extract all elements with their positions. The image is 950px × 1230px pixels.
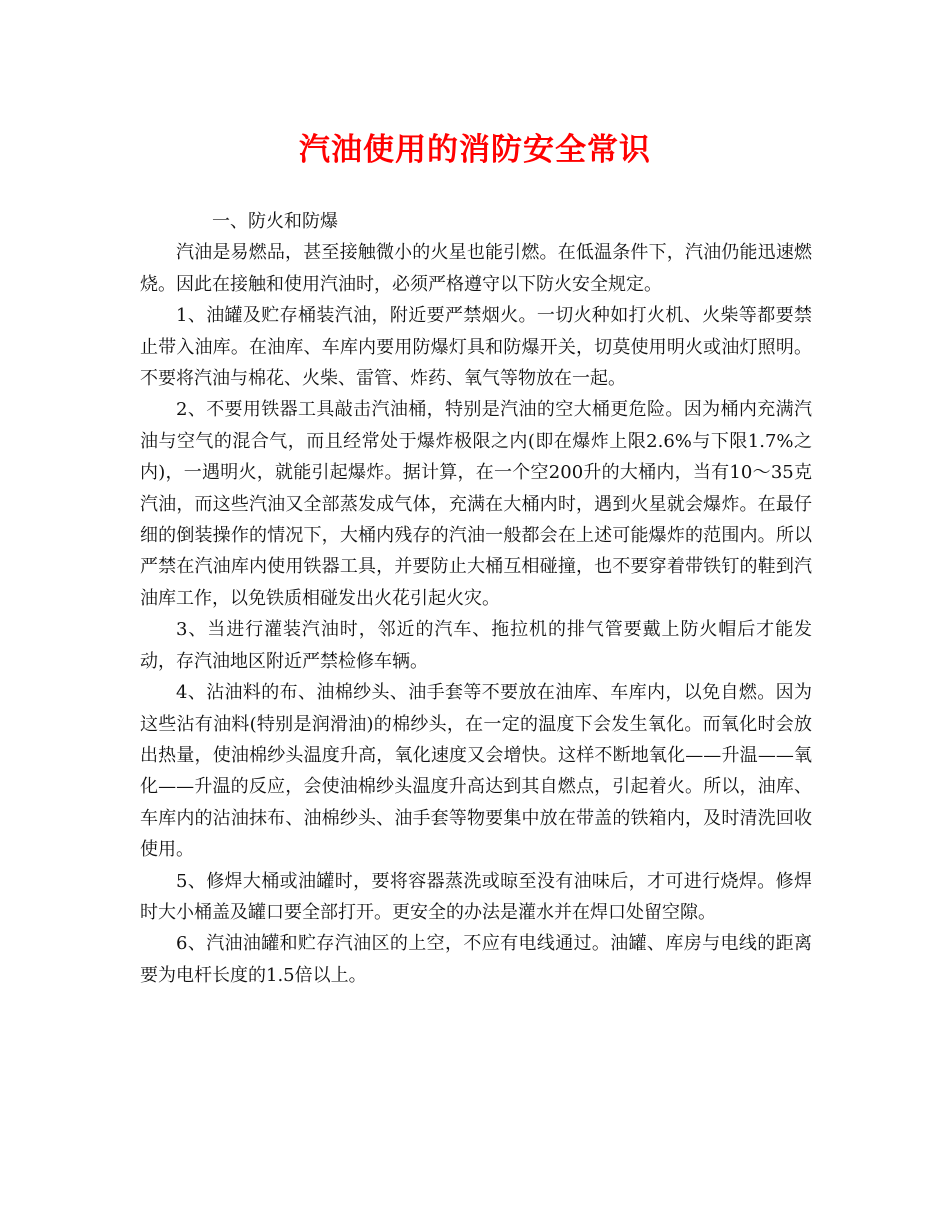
paragraph-rule-2: 2、不要用铁器工具敲击汽油桶，特别是汽油的空大桶更危险。因为桶内充满汽油与空气的混合气，而且经常处于爆炸极限之内(即在爆炸上限2.6%与下限1.7%之内)，一遇明火，就能引起爆炸。据计算，在一个空200升的大桶内，当有10～35克汽油，而这些汽油又全部蒸发成气体，充满在大桶内时，遇到火星就会爆炸。在最仔细的倒装操作的情况下，大桶内残存的汽油一般都会在上述可能爆炸的范围内。所以严禁在汽油库内使用铁器工具，并要防止大桶互相碰撞，也不要穿着带铁钉的鞋到汽油库工作，以免铁质相碰发出火花引起火灾。 [140, 399, 812, 609]
paragraph-rule-3: 3、当进行灌装汽油时，邻近的汽车、拖拉机的排气管要戴上防火帽后才能发动，存汽油地区附近严禁检修车辆。 [140, 619, 812, 672]
paragraph-rule-5: 5、修焊大桶或油罐时，要将容器蒸洗或晾至没有油味后，才可进行烧焊。修焊时大小桶盖及罐口要全部打开。更安全的办法是灌水并在焊口处留空隙。 [140, 870, 812, 923]
paragraph-rule-4: 4、沾油料的布、油棉纱头、油手套等不要放在油库、车库内，以免自燃。因为这些沾有油料(特别是润滑油)的棉纱头，在一定的温度下会发生氧化。而氧化时会放出热量，使油棉纱头温度升高，氧化速度又会增快。这样不断地氧化——升温——氧化——升温的反应，会使油棉纱头温度升高达到其自燃点，引起着火。所以，油库、车库内的沾油抹布、油棉纱头、油手套等物要集中放在带盖的铁箱内，及时清洗回收使用。 [140, 682, 812, 861]
section-heading: 一、防火和防爆 [212, 211, 338, 232]
document-body [140, 206, 812, 991]
paragraph-rule-6: 6、汽油油罐和贮存汽油区的上空，不应有电线通过。油罐、库房与电线的距离要为电杆长度的1.5倍以上。 [140, 933, 812, 986]
paragraph-intro: 汽油是易燃品，甚至接触微小的火星也能引燃。在低温条件下，汽油仍能迅速燃烧。因此在接触和使用汽油时，必须严格遵守以下防火安全规定。 [140, 242, 812, 295]
page-title: 汽油使用的消防安全常识 [299, 132, 651, 168]
paragraph-rule-1: 1、油罐及贮存桶装汽油，附近要严禁烟火。一切火种如打火机、火柴等都要禁止带入油库。在油库、车库内要用防爆灯具和防爆开关，切莫使用明火或油灯照明。不要将汽油与棉花、火柴、雷管、炸药、氧气等物放在一起。 [140, 305, 812, 390]
